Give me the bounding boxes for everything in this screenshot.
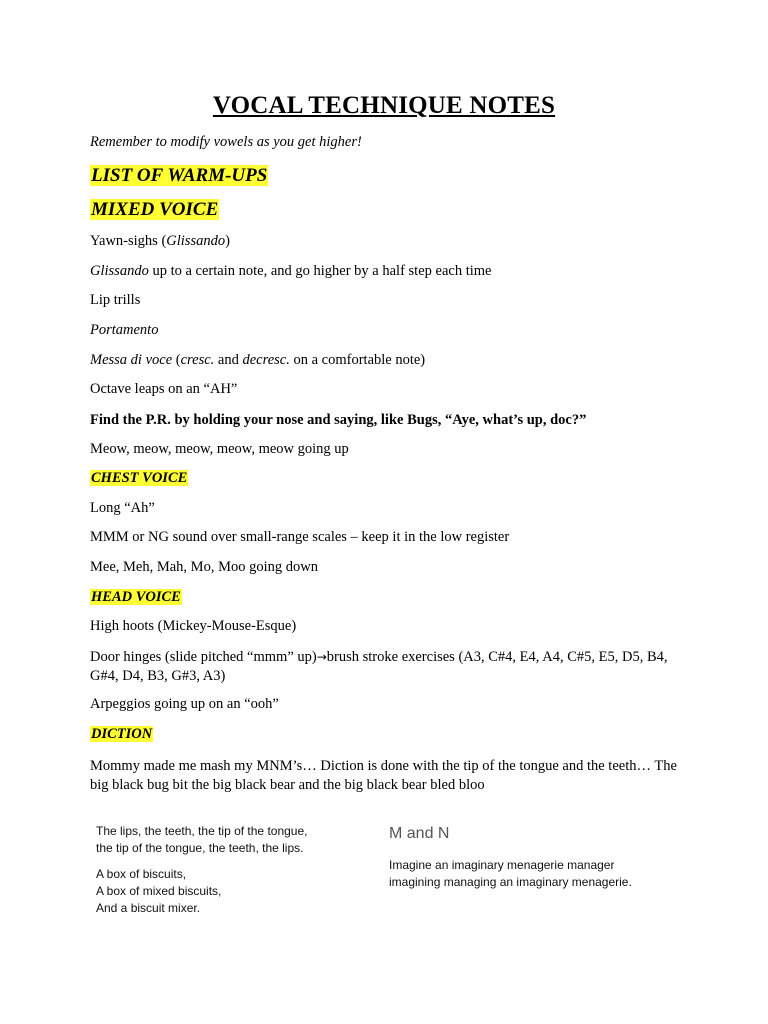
section-warmups-heading (90, 165, 268, 187)
chest-heading-text: CHEST VOICE (91, 470, 188, 486)
item-yawn-sighs (90, 233, 230, 250)
yawn-suffix: ) (225, 233, 230, 249)
arrow-right-icon: → (316, 650, 327, 664)
diction-paragraph: Mommy made me mash my MNM’s… Diction is done with the tip of the tongue and the teeth… The big black bug bit the big black bear and the big black bear bled bloo (90, 758, 677, 793)
brush-stroke-text: brush stroke exercises (A3, C#4, E4, A4, C#5, E5, D5, B4, G#4, D4, B3, G#3, A3) (90, 649, 668, 684)
messa-and: and (214, 352, 243, 368)
section-head-heading (90, 589, 182, 606)
item-portamento: Portamento (90, 322, 159, 338)
item-high-hoots: High hoots (Mickey-Mouse-Esque) (90, 618, 297, 634)
left-box-line-4: A box of mixed biscuits, (96, 884, 222, 898)
item-door-hinges (90, 648, 690, 686)
section-diction-heading (90, 726, 153, 743)
item-octave-leaps: Octave leaps on an “AH” (90, 381, 238, 397)
messa-cresc: cresc. (180, 352, 215, 368)
yawn-term: Glissando (166, 233, 226, 249)
item-arpeggios: Arpeggios going up on an “ooh” (90, 696, 279, 712)
item-meow: Meow, meow, meow, meow, meow going up (90, 441, 349, 457)
item-long-ah: Long “Ah” (90, 500, 155, 516)
left-box-line-3: A box of biscuits, (96, 867, 187, 881)
right-box-line-1: Imagine an imaginary menagerie manager (389, 858, 615, 872)
item-find-pr: Find the P.R. by holding your nose and saying, like Bugs, “Aye, what’s up, doc?” (90, 412, 587, 428)
door-hinges-text: Door hinges (slide pitched “mmm” up) (90, 649, 317, 665)
head-heading-text: HEAD VOICE (91, 589, 181, 605)
gliss-rest: up to a certain note, and go higher by a half step each time (148, 263, 492, 279)
section-chest-heading (90, 470, 188, 487)
messa-decresc: decresc. (242, 352, 290, 368)
item-lip-trills: Lip trills (90, 292, 141, 308)
right-box-heading: M and N (389, 825, 450, 842)
subtitle: Remember to modify vowels as you get higher! (90, 134, 362, 150)
item-mmm-ng: MMM or NG sound over small-range scales – keep it in the low register (90, 529, 510, 545)
mixed-heading-text: MIXED VOICE (91, 199, 219, 220)
section-mixed-heading (90, 199, 219, 221)
diction-heading-text: DICTION (91, 726, 153, 742)
left-box-line-1: The lips, the teeth, the tip of the tongue, (96, 824, 308, 838)
right-box-line-2: imagining managing an imaginary menagerie. (389, 875, 632, 889)
warmups-heading-text: LIST OF WARM-UPS (91, 165, 268, 186)
item-mee-meh: Mee, Meh, Mah, Mo, Moo going down (90, 559, 318, 575)
messa-term: Messa di voce (90, 352, 173, 368)
item-messa-di-voce (90, 352, 425, 369)
messa-rest: on a comfortable note) (289, 352, 426, 368)
messa-paren: ( (172, 352, 181, 368)
yawn-prefix: Yawn-sighs ( (90, 233, 167, 249)
left-box-line-2: the tip of the tongue, the teeth, the lips. (96, 841, 304, 855)
gliss-term: Glissando (90, 263, 149, 279)
page-title: VOCAL TECHNIQUE NOTES (212, 92, 556, 119)
left-box-line-5: And a biscuit mixer. (96, 901, 201, 915)
item-glissando (90, 263, 491, 280)
